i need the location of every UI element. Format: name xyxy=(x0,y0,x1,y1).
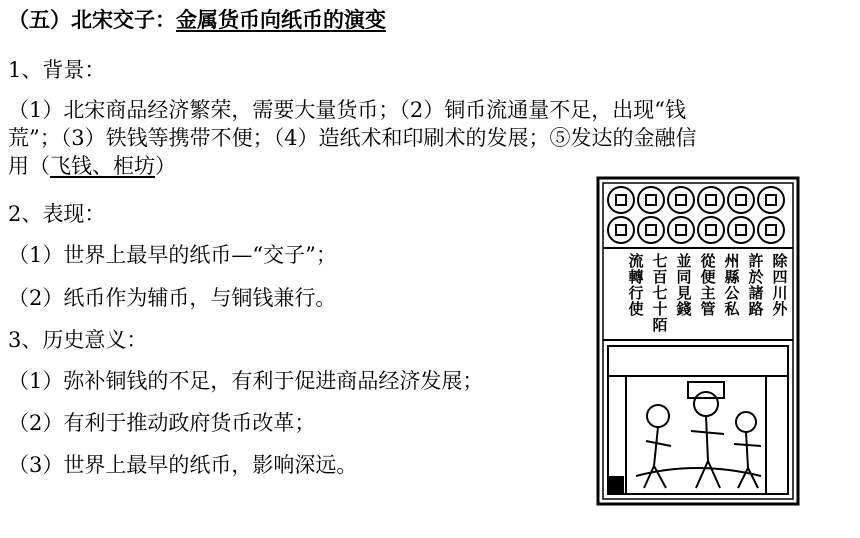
background-line-3 xyxy=(8,152,176,180)
manifestation-heading: 2、表现： xyxy=(8,202,106,226)
background-line-1: （1）北宋商品经济繁荣，需要大量货币；（2）铜币流通量不足，出现“钱 xyxy=(8,98,686,122)
note-inscription-char: 外 xyxy=(772,300,788,318)
note-inscription-char: 管 xyxy=(700,300,716,318)
note-inscription-char: 七 xyxy=(652,284,668,302)
note-inscription-char: 公 xyxy=(724,284,740,302)
note-inscription-char: 主 xyxy=(700,284,716,302)
note-inscription-char: 行 xyxy=(628,284,644,302)
page-title xyxy=(8,6,386,34)
note-inscription-char: 於 xyxy=(748,268,764,286)
note-inscription-char: 便 xyxy=(700,268,716,286)
note-inscription-char: 除 xyxy=(772,252,788,270)
note-inscription-char: 路 xyxy=(748,300,764,318)
note-inscription-char: 諸 xyxy=(748,284,764,302)
note-inscription-char: 七 xyxy=(652,252,668,270)
note-inscription-char: 流 xyxy=(628,252,644,270)
background-line-3-prefix: 用（ xyxy=(8,154,50,178)
note-inscription-char: 從 xyxy=(700,252,716,270)
note-inscription-char: 四 xyxy=(772,268,788,286)
background-line-3-suffix: ） xyxy=(155,154,176,178)
background-heading: 1、背景： xyxy=(8,58,106,82)
note-inscription-char: 使 xyxy=(628,300,644,318)
note-inscription-char: 百 xyxy=(652,268,668,286)
note-inscription-char: 並 xyxy=(676,252,692,270)
significance-item-3: （3）世界上最早的纸币，影响深远。 xyxy=(8,453,358,477)
note-seal-mark xyxy=(608,476,624,494)
note-inscription-char: 十 xyxy=(652,300,668,318)
significance-heading: 3、历史意义： xyxy=(8,328,148,352)
note-inscription-char: 私 xyxy=(724,300,740,318)
manifestation-item-1: （1）世界上最早的纸币—“交子”； xyxy=(8,243,337,267)
note-inscription-char: 錢 xyxy=(676,300,692,318)
background-line-2: 荒”；（3）铁钱等携带不便；（4）造纸术和印刷术的发展；⑤发达的金融信 xyxy=(8,126,697,150)
note-inscription-char: 川 xyxy=(772,284,788,302)
note-inscription-char: 州 xyxy=(724,252,740,270)
significance-item-2: （2）有利于推动政府货币改革； xyxy=(8,411,316,435)
manifestation-item-2: （2）纸币作为辅币，与铜钱兼行。 xyxy=(8,286,337,310)
title-prefix: （五）北宋交子： xyxy=(8,8,176,32)
note-inscription-char: 見 xyxy=(676,284,692,302)
note-inscription-char: 轉 xyxy=(628,268,644,286)
jiaozi-note-image xyxy=(596,176,800,506)
significance-item-1: （1）弥补铜钱的不足，有利于促进商品经济发展； xyxy=(8,369,484,393)
note-inscription-char: 縣 xyxy=(724,268,740,286)
title-main: 金属货币向纸币的演变 xyxy=(176,8,386,32)
background-line-3-underlined: 飞钱、柜坊 xyxy=(50,154,155,178)
note-inscription-char: 同 xyxy=(676,268,692,286)
note-inscription-char: 許 xyxy=(748,252,764,270)
note-inscription-char: 陌 xyxy=(652,316,668,334)
